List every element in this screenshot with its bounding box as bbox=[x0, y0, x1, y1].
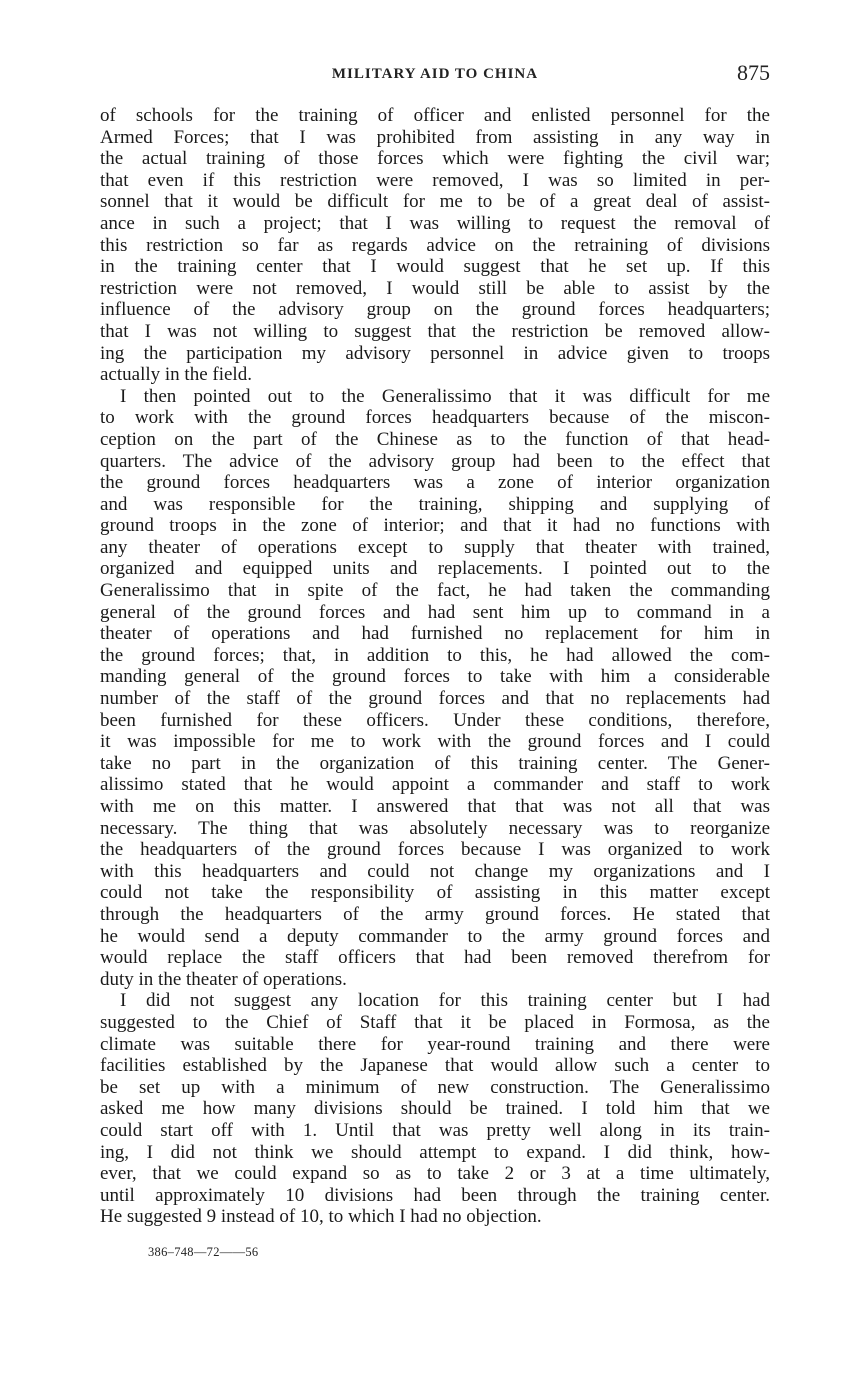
text-line: been furnished for these officers. Under these conditions, therefore, bbox=[100, 709, 770, 731]
text-line: necessary. The thing that was absolutely necessary was to reorganize bbox=[100, 817, 770, 839]
text-line: could not take the responsibility of assisting in this matter except bbox=[100, 882, 770, 904]
text-line: it was impossible for me to work with the ground forces and I could bbox=[100, 731, 770, 753]
text-line: organized and equipped units and replacements. I pointed out to the bbox=[100, 558, 770, 580]
text-line: through the headquarters of the army ground forces. He stated that bbox=[100, 903, 770, 925]
text-line: the actual training of those forces which were fighting the civil war; bbox=[100, 148, 770, 170]
text-line: in the training center that I would suggest that he set up. If this bbox=[100, 256, 770, 278]
text-line: Generalissimo that in spite of the fact, he had taken the commanding bbox=[100, 580, 770, 602]
print-code: 386–748—72——56 bbox=[148, 1245, 259, 1259]
text-line: asked me how many divisions should be trained. I told him that we bbox=[100, 1098, 770, 1120]
text-line: be set up with a minimum of new construction. The Generalissimo bbox=[100, 1076, 770, 1098]
page-number: 875 bbox=[737, 60, 770, 85]
text-line: actually in the field. bbox=[100, 364, 252, 386]
text-line: and was responsible for the training, shipping and supplying of bbox=[100, 493, 770, 515]
text-line: sonnel that it would be difficult for me to be of a great deal of assist- bbox=[100, 191, 770, 213]
text-line: theater of operations and had furnished no replacement for him in bbox=[100, 623, 770, 645]
text-line: ance in such a project; that I was willing to request the removal of bbox=[100, 212, 770, 234]
text-line: influence of the advisory group on the ground forces headquarters; bbox=[100, 299, 770, 321]
text-line: general of the ground forces and had sent him up to command in a bbox=[100, 601, 770, 623]
text-line: He suggested 9 instead of 10, to which I had no objection. bbox=[100, 1206, 542, 1228]
text-line: this restriction so far as regards advice on the retraining of divisions bbox=[100, 234, 770, 256]
text-line: facilities established by the Japanese that would allow such a center to bbox=[100, 1055, 770, 1077]
text-line: quarters. The advice of the advisory group had been to the effect that bbox=[100, 450, 770, 472]
body-text bbox=[100, 105, 770, 1228]
text-line: ground troops in the zone of interior; and that it had no functions with bbox=[100, 515, 770, 537]
text-line: of schools for the training of officer and enlisted personnel for the bbox=[100, 105, 770, 126]
text-line: to work with the ground forces headquarters because of the miscon- bbox=[100, 407, 770, 429]
text-line: ing the participation my advisory personnel in advice given to troops bbox=[100, 342, 770, 364]
text-line: manding general of the ground forces to take with him a considerable bbox=[100, 666, 770, 688]
text-line: restriction were not removed, I would still be able to assist by the bbox=[100, 277, 770, 299]
text-line: alissimo stated that he would appoint a commander and staff to work bbox=[100, 774, 770, 796]
text-line: Armed Forces; that I was prohibited from assisting in any way in bbox=[100, 126, 770, 148]
text-line: that I was not willing to suggest that the restriction be removed allow- bbox=[100, 320, 770, 342]
text-line: number of the staff of the ground forces and that no replacements had bbox=[100, 688, 770, 710]
text-line: I then pointed out to the Generalissimo that it was difficult for me bbox=[120, 385, 770, 407]
text-line: climate was suitable there for year-round training and there were bbox=[100, 1033, 770, 1055]
running-title: MILITARY AID TO CHINA bbox=[331, 66, 539, 82]
running-head bbox=[100, 60, 770, 90]
text-line: the headquarters of the ground forces because I was organized to work bbox=[100, 839, 770, 861]
text-line: I did not suggest any location for this training center but I had bbox=[120, 990, 770, 1012]
text-line: until approximately 10 divisions had been through the training center. bbox=[100, 1184, 770, 1206]
text-line: duty in the theater of operations. bbox=[100, 968, 347, 990]
text-line: any theater of operations except to supply that theater with trained, bbox=[100, 536, 770, 558]
text-line: could start off with 1. Until that was pretty well along in its train- bbox=[100, 1119, 770, 1141]
text-line: ception on the part of the Chinese as to the function of that head- bbox=[100, 428, 770, 450]
text-line: with this headquarters and could not change my organizations and I bbox=[100, 860, 770, 882]
text-line: that even if this restriction were removed, I was so limited in per- bbox=[100, 169, 770, 191]
text-line: suggested to the Chief of Staff that it be placed in Formosa, as the bbox=[100, 1011, 770, 1033]
text-line: the ground forces headquarters was a zone of interior organization bbox=[100, 472, 770, 494]
text-line: take no part in the organization of this training center. The Gener- bbox=[100, 752, 770, 774]
text-line: with me on this matter. I answered that that was not all that was bbox=[100, 796, 770, 817]
text-line: ever, that we could expand so as to take 2 or 3 at a time ultimately, bbox=[100, 1163, 770, 1185]
text-line: he would send a deputy commander to the army ground forces and bbox=[100, 925, 770, 947]
text-line: the ground forces; that, in addition to this, he had allowed the com- bbox=[100, 644, 770, 666]
text-line: would replace the staff officers that had been removed therefrom for bbox=[100, 947, 770, 969]
text-line: ing, I did not think we should attempt to expand. I did think, how- bbox=[100, 1141, 770, 1163]
